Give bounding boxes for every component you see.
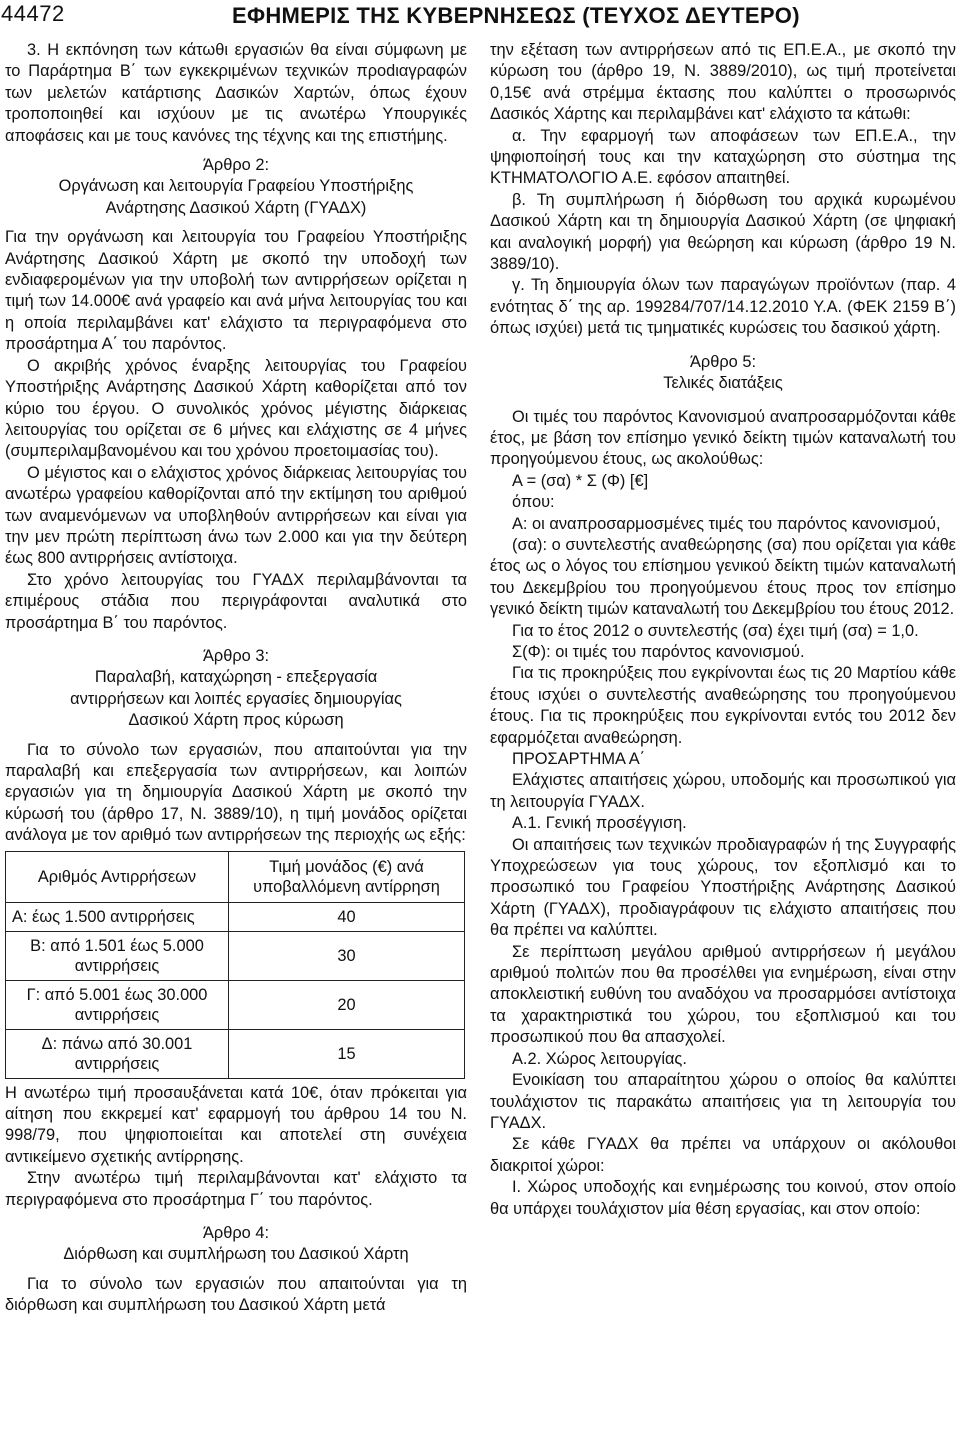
article-4-title: Διόρθωση και συμπλήρωση του Δασικού Χάρτη xyxy=(63,1245,409,1264)
paragraph-2012: Για το έτος 2012 ο συντελεστής (σα) έχει τιμή (σα) = 1,0. xyxy=(512,621,919,640)
fee-value: 40 xyxy=(229,902,465,931)
fee-table-header-row xyxy=(6,851,465,902)
article-2-paragraph-2: Ο ακριβής χρόνος έναρξης λειτουργίας του Γραφείου Υποστήριξης Ανάρτησης Δασικού Χάρτη καθορίζεται από τον κύριο του έργου. Ο συνολικός χρόνος μέγιστης διάρκειας λειτουργίας του ορίζεται σε 6 μήνες και ελάχιστης σε 4 μήνες (συμπεριλαμβανομένου και του χρόνου προετοιμασίας του). xyxy=(5,356,467,461)
article-2-title-line2: Ανάρτησης Δασικού Χάρτη (ΓΥΑΔΧ) xyxy=(105,198,367,217)
article-3-title-line2: αντιρρήσεων και λοιπές εργασίες δημιουργίας xyxy=(70,689,402,708)
annex-a-paragraph-1: Ελάχιστες απαιτήσεις χώρου, υποδομής και προσωπικού για τη λειτουργία ΓΥΑΔΧ. xyxy=(490,771,956,811)
article-2-paragraph-1: Για την οργάνωση και λειτουργία του Γραφείου Υποστήριξης Ανάρτησης Δασικού Χάρτη με σκοπό την υποδοχή των ενδιαφερομένων για την υποβολή των αντιρρήσεων ορίζεται η τιμή των 14.000€ ανά γραφείο και ανά μήνα λειτουργίας του και η οποία περιλαμβάνει κατ' ελάχιστο τα περιγραφόμενα στο προσάρτημα Α΄ του παρόντος. xyxy=(5,228,467,354)
fee-table-row xyxy=(6,902,465,931)
annex-a2-paragraph-1: Ενοικίαση του απαραίτητου χώρου ο οποίος θα καλύπτει τουλάχιστον τις παρακάτω απαιτήσεις για τη λειτουργία του ΓΥΑΔΧ. xyxy=(490,1071,956,1132)
adjustment-formula: Α = (σα) * Σ (Φ) [€] xyxy=(512,471,649,490)
fee-value: 30 xyxy=(229,931,465,980)
gazette-title: ΕΦΗΜΕΡΙΣ ΤΗΣ ΚΥΒΕΡΝΗΣΕΩΣ (ΤΕΥΧΟΣ ΔΕΥΤΕΡΟ) xyxy=(232,3,800,28)
article-5-title: Τελικές διατάξεις xyxy=(663,374,783,393)
article-3-heading xyxy=(5,646,467,732)
article-2-paragraph-4: Στο χρόνο λειτουργίας του ΓΥΑΔΧ περιλαμβάνονται τα επιμέρους στάδια που περιγράφονται αναλυτικά στο προσάρτημα Β΄ του παρόντος. xyxy=(5,570,467,632)
fee-range: Δ: πάνω από 30.001 αντιρρήσεις xyxy=(6,1029,229,1078)
annex-a2-paragraph-2: Σε κάθε ΓΥΑΔΧ θα πρέπει να υπάρχουν οι ακόλουθοι διακριτοί χώροι: xyxy=(490,1135,956,1175)
left-column xyxy=(5,40,467,1317)
article-5-paragraph-1: Οι τιμές του παρόντος Κανονισμού αναπροσαρμόζονται κάθε έτος, με βάση τον επίσημο γενικό δείκτη τιμών καταναλωτή του προηγούμενου έτους, ως ακολούθως: xyxy=(490,407,956,469)
annex-a1-title: Α.1. Γενική προσέγγιση. xyxy=(512,814,687,833)
list-item-b: β. Τη συμπλήρωση ή διόρθωση του αρχικά κυρωμένου Δασικού Χάρτη και τη δημιουργία Δασικού Χάρτη (σε ψηφιακή και αναλογική μορφή) για θεώρηση και κύρωση (άρθρο 19 Ν. 3889/10). xyxy=(490,190,956,274)
annex-a1-paragraph-1: Οι απαιτήσεις των τεχνικών προδιαγραφών ή της Συγγραφής Υποχρεώσεων για τους χώρους, τον εξοπλισμό και το προσωπικό του Γραφείου Υποστήριξης Ανάρτησης Δασικού Χάρτη (ΓΥΑΔΧ), προδιαγράφουν τις ελάχιστο απαιτήσεις που θα πρέπει να καλύπτει. xyxy=(490,835,956,940)
fee-range: Γ: από 5.001 έως 30.000 αντιρρήσεις xyxy=(6,980,229,1029)
article-2-number: Άρθρο 2: xyxy=(202,156,270,175)
article-2-title-line1: Οργάνωση και λειτουργία Γραφείου Υποστήριξης xyxy=(58,177,414,196)
annex-a2-title: Α.2. Χώρος λειτουργίας. xyxy=(512,1049,687,1068)
fee-table-row xyxy=(6,931,465,980)
article-2-paragraph-3: Ο μέγιστος και ο ελάχιστος χρόνος διάρκειας λειτουργίας του ανωτέρω γραφείου καθορίζονται από την εκτίμηση του αριθμού των αναμενόμενων να υποβληθούν αντιρρήσεων και είναι για την μεν πρώτη περίπτωση άνω των 2.000 και για την δεύτερη έως 800 αντιρρήσεις αντίστοιχα. xyxy=(5,463,467,568)
fee-value: 15 xyxy=(229,1029,465,1078)
article-3-paragraph-3: Στην ανωτέρω τιμή περιλαμβάνονται κατ' ελάχιστο τα περιγραφόμενα στο προσάρτημα Γ΄ του παρόντος. xyxy=(5,1169,467,1209)
paragraph-continuation: την εξέταση των αντιρρήσεων από τις ΕΠ.Ε.Α., με σκοπό την κύρωση του (άρθρο 19, Ν. 3889/2010), ως τιμή προτείνεται 0,15€ ανά στρέμμα έκτασης που καλύπτει ο προσωρινός Δασικός Χάρτης και περιλαμβάνει κατ' ελάχιστο τα κάτωθι: xyxy=(490,41,956,124)
fee-table-row xyxy=(6,980,465,1029)
article-4-heading xyxy=(5,1223,467,1266)
article-3-paragraph-2: Η ανωτέρω τιμή προσαυξάνεται κατά 10€, όταν πρόκειται για αίτηση που εκκρεμεί κατ' εφαρμογή του άρθρου 14 του Ν. 998/79, που ψηφιοποιείται και αποτελεί στη συνέχεια αντικείμενο σχετικής αντίρρησης. xyxy=(5,1083,467,1166)
definition-sa: (σα): ο συντελεστής αναθεώρησης (σα) που ορίζεται για κάθε έτος ως ο λόγος του επίσημου γενικού δείκτη τιμών καταναλωτή του Δεκεμβρίου του προηγούμενου έτους προς τον επίσημο γενικό δείκτη τιμών καταναλωτή του Δεκεμβρίου του έτους 2012. xyxy=(490,535,956,619)
article-5-heading xyxy=(490,352,956,395)
article-5-number: Άρθρο 5: xyxy=(689,352,757,371)
list-item-a: α. Την εφαρμογή των αποφάσεων των ΕΠ.Ε.Α., την ψηφιοποίησή τους και την καταχώρηση στο σύστημα της ΚΤΗΜΑΤΟΛΟΓΙΟ Α.Ε. εφόσον απαιτηθεί. xyxy=(490,126,956,188)
fee-table-header-unit-price: Τιμή μονάδος (€) ανά υποβαλλόμενη αντίρρηση xyxy=(229,851,465,902)
paragraph-projects: Για τις προκηρύξεις που εγκρίνονται έως τις 20 Μαρτίου κάθε έτους ισχύει ο συντελεστής αναθεώρησης του προηγούμενου έτους. Για τις προκηρύξεις που εγκρίνονται εντός του 2012 δεν εφαρμόζεται αναθεώρηση. xyxy=(490,664,956,747)
fee-table xyxy=(5,851,465,1079)
fee-range: Α: έως 1.500 αντιρρήσεις xyxy=(6,902,229,931)
article-4-number: Άρθρο 4: xyxy=(202,1224,270,1243)
annex-a2-paragraph-3: Ι. Χώρος υποδοχής και ενημέρωσης του κοινού, στον οποίο θα υπάρχει τουλάχιστον μία θέση εργασίας, και στον οποίο: xyxy=(490,1178,956,1218)
article-3-title-line3: Δασικού Χάρτη προς κύρωση xyxy=(128,711,344,730)
article-3-paragraph-1: Για το σύνολο των εργασιών, που απαιτούνται για την παραλαβή και επεξεργασία των αντιρρήσεων, και λοιπών εργασιών για τη δημιουργία Δασικού Χάρτη με σκοπό την κύρωσή του (άρθρο 17, Ν. 3889/10), η τιμή μονάδος ορίζεται ανάλογα με τον αριθμό των αντιρρήσεων της περιοχής ως εξής: xyxy=(5,740,467,845)
list-item-c: γ. Τη δημιουργία όλων των παραγώγων προϊόντων (παρ. 4 ενότητας δ΄ της αρ. 199284/707/14.12.2010 Υ.Α. (ΦΕΚ 2159 Β΄) όπως ισχύει) μετά τις τμηματικές κυρώσεις του δασικού χάρτη. xyxy=(490,276,956,338)
fee-range: Β: από 1.501 έως 5.000 αντιρρήσεις xyxy=(6,931,229,980)
fee-table-header-objections: Αριθμός Αντιρρήσεων xyxy=(6,851,229,902)
page-number: 44472 xyxy=(1,1,65,26)
article-2-heading xyxy=(5,155,467,219)
fee-table-row xyxy=(6,1029,465,1078)
article-4-paragraph-1: Για το σύνολο των εργασιών που απαιτούνται για τη διόρθωση και συμπλήρωση του Δασικού Χάρτη μετά xyxy=(5,1274,467,1315)
formula-where: όπου: xyxy=(512,493,555,512)
definition-a: Α: οι αναπροσαρμοσμένες τιμές του παρόντος κανονισμού, xyxy=(512,514,941,533)
article-3-number: Άρθρο 3: xyxy=(202,646,270,665)
annex-a1-paragraph-2: Σε περίπτωση μεγάλου αριθμού αντιρρήσεων ή μεγάλου αριθμού πολιτών που θα προσέλθει για ενημέρωση, είναι στην αποκλειστική ευθύνη του αναδόχου να προσαρμόσει αντίστοιχα τα χαρακτηριστικά του χώρου, του εξοπλισμού και του προσωπικού που θα απασχολεί. xyxy=(490,942,956,1047)
page-header xyxy=(0,0,960,40)
annex-a-title: ΠΡΟΣΑΡΤΗΜΑ Α΄ xyxy=(512,750,646,768)
fee-value: 20 xyxy=(229,980,465,1029)
right-column xyxy=(490,40,956,1220)
definition-phi: Σ(Φ): οι τιμές του παρόντος κανονισμού. xyxy=(512,642,805,661)
article-3-title-line1: Παραλαβή, καταχώρηση - επεξεργασία xyxy=(94,668,378,687)
paragraph-intro: 3. Η εκπόνηση των κάτωθι εργασιών θα είναι σύμφωνη με το Παράρτημα Β΄ των εγκεκριμένων τεχνικών προdιαγραφών των μελετών κατάρτισης Δασικών Χαρτών, όπως έχουν τροποποιηθεί και ισχύουν με τις ανωτέρω Υπουργικές αποφάσεις και με τους κανόνες της τέχνης και της επιστήμης. xyxy=(5,41,467,145)
